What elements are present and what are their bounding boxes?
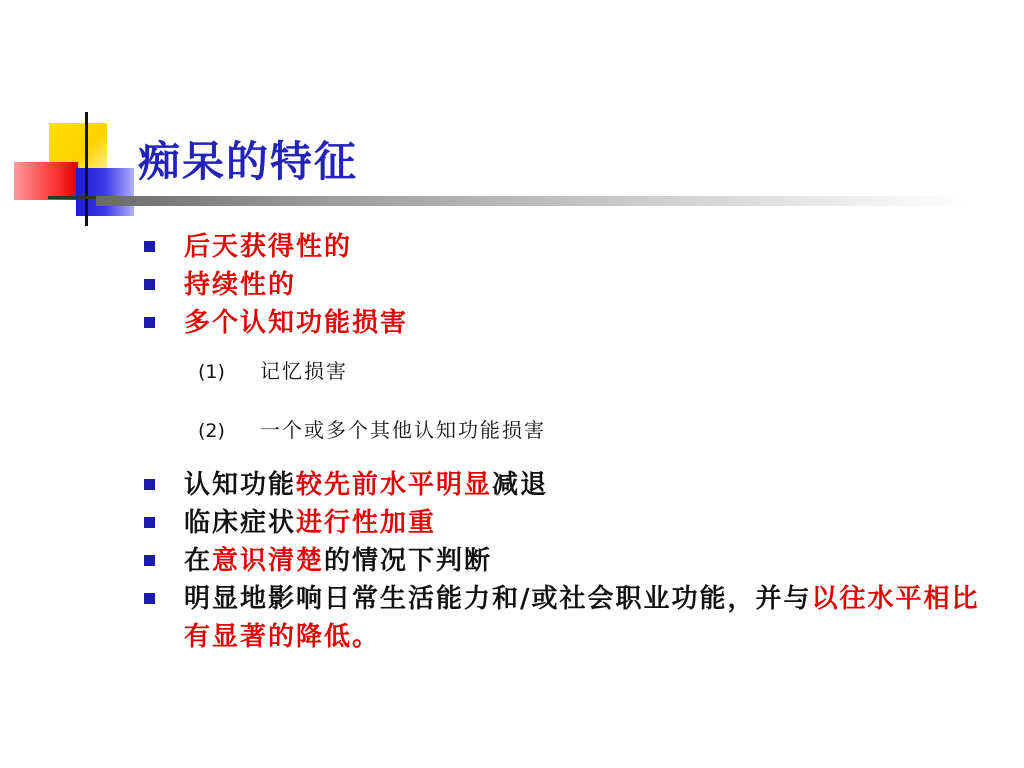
bullet-square-icon: [144, 555, 155, 566]
bullet-square-icon: [144, 517, 155, 528]
bullet-text: 多个认知功能损害: [184, 308, 409, 338]
bullet-square-icon: [144, 593, 155, 604]
bullet-text: 后天获得性的: [184, 232, 353, 262]
list-item: [140, 504, 1000, 542]
logo-red-square: [14, 162, 78, 200]
list-item: [140, 228, 1000, 266]
bullet-square-icon: [144, 279, 155, 290]
sub-item: [140, 401, 1000, 460]
bullet-square-icon: [144, 479, 155, 490]
bullet-text-plain: 认知功能: [184, 470, 297, 500]
bullet-text-highlight: 进行性加重: [296, 508, 437, 538]
bullet-text-highlight: 较先前水平明显: [296, 470, 493, 500]
list-item: [140, 542, 1000, 580]
list-item: [140, 580, 1000, 656]
sub-item-number: (2): [198, 420, 225, 442]
bullet-text-plain: 的情况下判断: [324, 546, 493, 576]
list-item: [140, 466, 1000, 504]
bullet-list: [140, 228, 1000, 656]
bullet-square-icon: [144, 241, 155, 252]
sub-item-number: (1): [198, 361, 225, 383]
list-item: [140, 266, 1000, 304]
bullet-text: 持续性的: [184, 270, 297, 300]
bullet-text-plain: 在: [184, 546, 213, 576]
bullet-text-plain: 临床症状: [184, 508, 297, 538]
sub-item-text: 记忆损害: [260, 359, 348, 383]
title-underline: [96, 196, 966, 206]
sub-item: [140, 342, 1000, 401]
sub-item-text: 一个或多个其他认知功能损害: [260, 418, 546, 442]
bullet-text-highlight: 意识清楚: [212, 546, 325, 576]
bullet-text-highlight: 以往水平相比有显著的降低。: [184, 584, 980, 652]
bullet-text-plain: 明显地影响日常生活能力和/或社会职业功能，并与: [184, 584, 812, 614]
page-title: 痴呆的特征: [138, 137, 359, 186]
bullet-square-icon: [144, 317, 155, 328]
bullet-text-plain: 减退: [492, 470, 549, 500]
list-item: [140, 304, 1000, 342]
logo-vertical-line: [85, 112, 88, 226]
